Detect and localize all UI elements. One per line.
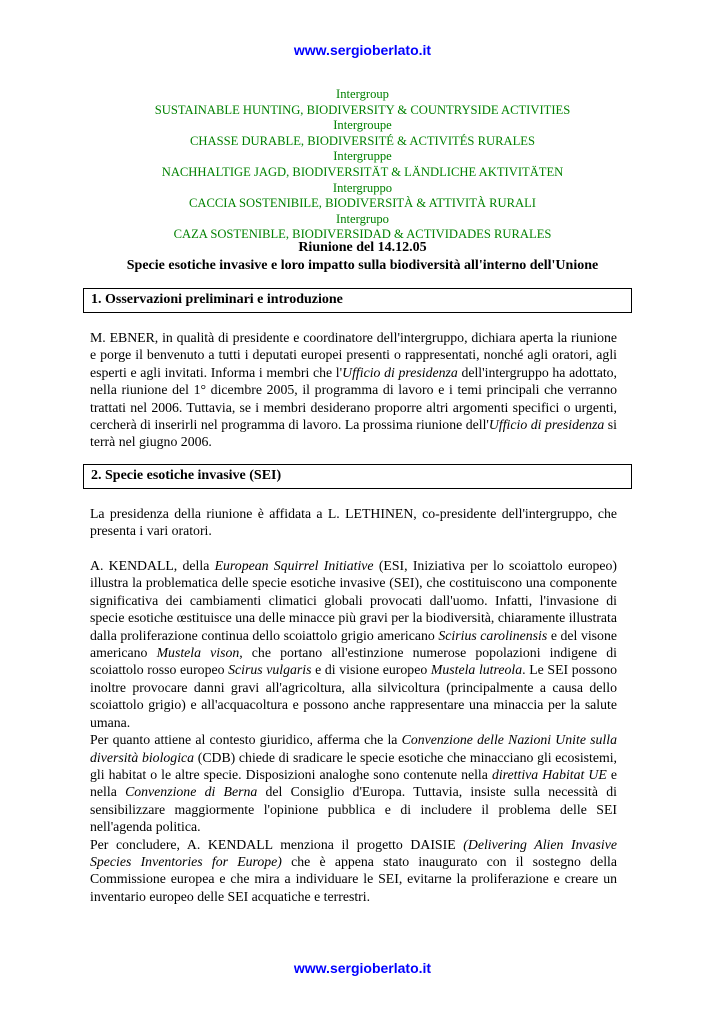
italic-text-run: Convenzione di Berna: [125, 784, 258, 800]
text-run: e di visione europeo: [311, 662, 431, 678]
italic-text-run: Scirius carolinensis: [438, 627, 548, 643]
text-run: (ESI, Iniziativa per lo scoiattolo europeo) illustra la problematica delle specie esotiche invasive (SEI), che costituiscono una componente significativa dei cambiamenti climatici globali provocati dall'uomo. Infatti, l'invasione di specie esotiche œstituisce una delle minacce più gravi per la biodiversità, chiaramente illustrata dalla proliferazione continua dello scoiattolo grigio americano: [90, 558, 617, 643]
intergroup-title: SUSTAINABLE HUNTING, BIODIVERSITY & COUNTRYSIDE ACTIVITIES: [154, 102, 571, 117]
section-1: [83, 288, 632, 451]
italic-text-run: Mustela vison: [156, 645, 240, 661]
document-body: [83, 288, 632, 918]
italic-text-run: Ufficio di presidenza: [342, 364, 458, 380]
title-line-date: Riunione del 14.12.05: [298, 240, 427, 255]
section-2-heading: 2. Specie esotiche invasive (SEI): [83, 464, 632, 489]
section-1-paragraphs: [90, 329, 617, 451]
intergroup-block: [0, 87, 725, 243]
text-run: del Consiglio d'Europa. Tuttavia, insiste sulla necessità di sensibilizzare maggiormente l'opinione pubblica e di includere il problema delle SEI nell'agenda politica.: [90, 784, 617, 835]
intergroup-label: Intergruppe: [333, 149, 392, 164]
italic-text-run: Ufficio di presidenza: [488, 417, 605, 433]
text-run: M. EBNER, in qualità di presidente e coordinatore dell'intergruppo, dichiara aperta la riunione e porge il benvenuto a tutti i deputati europei presenti o rappresentati, nonché agli oratori, agli esperti e agli invitati. Informa i membri che l': [90, 330, 617, 380]
title-line-subject: Specie esotiche invasive e loro impatto sulla biodiversità all'interno dell'Unione: [126, 258, 599, 273]
intergroup-label: Intergruppo: [332, 180, 393, 195]
text-run: Per quanto attiene al contesto giuridico, afferma che la: [90, 732, 402, 748]
text-run: si terrà nel giugno 2006.: [90, 417, 618, 450]
intergroup-title: CHASSE DURABLE, BIODIVERSITÉ & ACTIVITÉS RURALES: [190, 133, 535, 148]
section-1-heading: 1. Osservazioni preliminari e introduzione: [83, 288, 632, 313]
italic-text-run: Mustela lutreola: [430, 662, 523, 678]
italic-text-run: Scirus vulgaris: [228, 662, 312, 678]
text-run: e del visone americano: [90, 627, 617, 661]
italic-text-run: direttiva Habitat UE: [491, 766, 607, 782]
paragraph: [90, 836, 617, 906]
paragraph: [90, 505, 617, 540]
intergroup-title: NACHHALTIGE JAGD, BIODIVERSITÄT & LÄNDLICHE AKTIVITÄTEN: [161, 164, 564, 179]
text-run: . Le SEI possono inoltre provocare danni gravi all'agricoltura, alla silvicoltura (principalmente a causa dello scoiattolo grigio) e all'acquacoltura e possono anche rappresentare una minaccia per la salute umana.: [90, 662, 617, 730]
paragraph: [90, 557, 617, 731]
paragraph: [90, 731, 617, 835]
text-run: che è appena stato inaugurato con il sostegno della Commissione europea e che mira a individuare le SEI, evitarne la proliferazione e creare un inventario europeo delle SEI acquatiche e terrestri.: [90, 853, 617, 904]
footer: [0, 960, 725, 978]
document-title: [0, 239, 725, 275]
text-run: A. KENDALL, della: [90, 558, 215, 574]
footer-website-link[interactable]: www.sergioberlato.it: [293, 960, 432, 976]
section-2: [83, 464, 632, 905]
intergroup-title: CAZA SOSTENIBLE, BIODIVERSIDAD & ACTIVIDADES RURALES: [173, 227, 552, 242]
intergroup-label: Intergroup: [336, 87, 389, 101]
italic-text-run: European Squirrel Initiative: [214, 558, 374, 574]
italic-text-run: (Delivering Alien Invasive Species Inventories for Europe): [90, 836, 617, 869]
section-2-paragraphs: [90, 505, 617, 905]
header: [0, 42, 725, 60]
intergroup-label: Intergrupo: [336, 211, 389, 226]
italic-text-run: Convenzione delle Nazioni Unite sulla diversità biologica: [90, 732, 617, 765]
header-website-link[interactable]: www.sergioberlato.it: [293, 42, 432, 58]
paragraph: [90, 329, 617, 451]
text-run: Per concludere, A. KENDALL menziona il progetto DAISIE: [90, 836, 464, 852]
intergroup-title: CACCIA SOSTENIBILE, BIODIVERSITÀ & ATTIVITÀ RURALI: [188, 196, 536, 211]
intergroup-label: Intergroupe: [333, 118, 392, 133]
text-run: e nella: [90, 766, 617, 800]
text-run: , che portano all'estinzione numerose popolazioni indigene di scoiattolo rosso europeo: [90, 645, 617, 678]
text-run: dell'intergruppo ha adottato, nella riunione del 1° dicembre 2005, il programma di lavoro e i temi principali che verranno trattati nel 2006. Tuttavia, se i membri desiderano proporre altri argomenti specifici o urgenti, cercherà di inserirli nel programma di lavoro. La prossima riunione dell': [90, 364, 617, 433]
text-run: (CDB) chiede di sradicare le specie esotiche che minacciano gli ecosistemi, gli habitat o le altre specie. Disposizioni analoghe sono contenute nella: [90, 749, 617, 782]
text-run: La presidenza della riunione è affidata a L. LETHINEN, co-presidente dell'intergruppo, che presenta i vari oratori.: [90, 505, 617, 539]
